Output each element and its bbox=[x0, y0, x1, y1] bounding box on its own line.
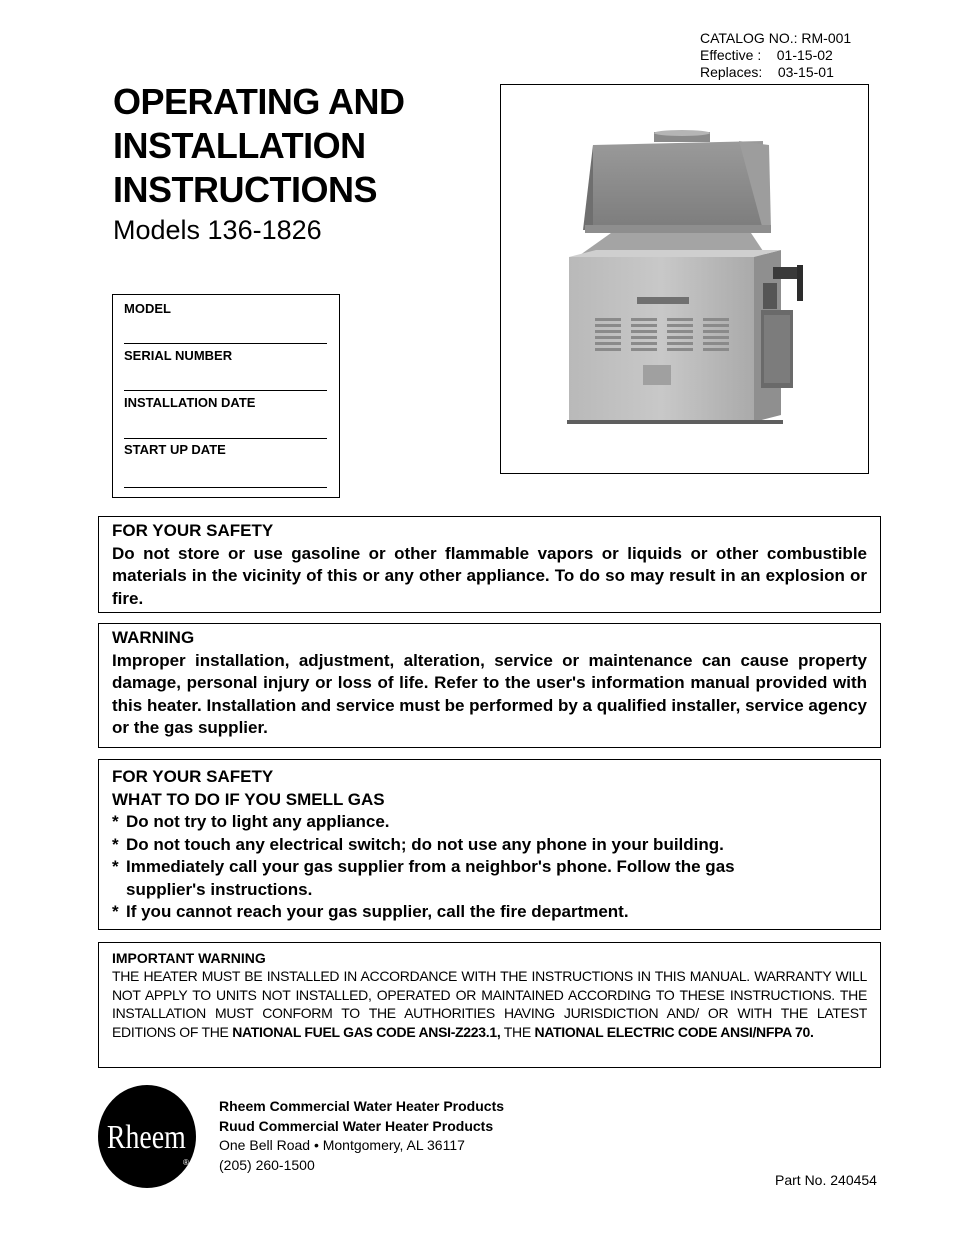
list-item bbox=[112, 856, 800, 901]
model-field bbox=[124, 301, 327, 316]
installation-date-field bbox=[124, 395, 327, 410]
bullet-marker: * bbox=[112, 857, 119, 876]
warning-content bbox=[112, 627, 867, 740]
list-item bbox=[112, 834, 800, 857]
electric-code: NATIONAL ELECTRIC CODE ANSI/NFPA 70. bbox=[534, 1023, 814, 1040]
start-up-date-input-line[interactable] bbox=[124, 487, 327, 488]
instruction-text: If you cannot reach your gas supplier, call the fire department. bbox=[126, 902, 629, 921]
rheem-logo-icon bbox=[98, 1085, 196, 1188]
model-label: MODEL bbox=[124, 301, 171, 316]
important-warning-connector: THE bbox=[500, 1023, 535, 1040]
water-heater-illustration bbox=[501, 85, 868, 473]
replaces-date: Replaces: 03-15-01 bbox=[700, 64, 834, 80]
important-warning-text: THE HEATER MUST BE INSTALLED IN ACCORDANCE WITH THE INSTRUCTIONS IN THIS MANUAL. WARRANTY WILL NOT APPLY TO UNITS NOT INSTALLED, OPERATED OR MAINTAINED ACCORDING TO THESE INSTRUCTIONS. THE INSTALLATION MUST CONFORM TO THE AUTHORITIES HAVING JURISDICTION AND/ OR WITH THE LATEST EDITIONS OF THE bbox=[112, 968, 867, 1040]
installation-date-label: INSTALLATION DATE bbox=[124, 395, 256, 410]
title-line-2: INSTALLATION bbox=[113, 125, 366, 166]
warning-box bbox=[98, 623, 881, 748]
important-warning-body bbox=[112, 967, 867, 1041]
company-name-rheem: Rheem Commercial Water Heater Products bbox=[219, 1098, 505, 1114]
safety-notice-body: Do not store or use gasoline or other flammable vapors or liquids or other combustible materials in the vicinity of this or any other appliance. To do so may result in an explosion or fire. bbox=[112, 543, 867, 608]
safety-notice-box bbox=[98, 516, 881, 613]
start-up-date-field bbox=[124, 442, 327, 457]
important-warning-content bbox=[112, 949, 867, 1041]
gas-smell-subheading: WHAT TO DO IF YOU SMELL GAS bbox=[112, 789, 385, 809]
effective-date: Effective : 01-15-02 bbox=[700, 47, 833, 63]
product-photo bbox=[500, 84, 869, 474]
serial-number-field bbox=[124, 348, 327, 363]
registered-mark: ® bbox=[183, 1158, 189, 1167]
warning-heading: WARNING bbox=[112, 628, 195, 647]
models-subtitle: Models 136-1826 bbox=[113, 215, 322, 245]
street-address: One Bell Road • Montgomery, AL 36117 bbox=[219, 1137, 465, 1153]
bullet-marker: * bbox=[112, 812, 119, 831]
safety-notice-heading: FOR YOUR SAFETY bbox=[112, 521, 274, 540]
logo-wordmark: Rheem bbox=[106, 1117, 186, 1156]
installation-date-input-line[interactable] bbox=[124, 438, 327, 439]
gas-smell-content bbox=[112, 766, 800, 924]
list-item bbox=[112, 811, 800, 834]
catalog-info bbox=[700, 30, 851, 81]
record-form bbox=[112, 294, 340, 498]
start-up-date-label: START UP DATE bbox=[124, 442, 226, 457]
safety-notice-content bbox=[112, 520, 867, 610]
gas-safety-heading: FOR YOUR SAFETY bbox=[112, 767, 274, 786]
gas-smell-instructions bbox=[112, 811, 800, 924]
list-item bbox=[112, 901, 800, 924]
catalog-number: CATALOG NO.: RM-001 bbox=[700, 30, 852, 46]
serial-number-label: SERIAL NUMBER bbox=[124, 348, 233, 363]
instruction-text: Do not touch any electrical switch; do not use any phone in your building. bbox=[126, 834, 724, 854]
important-warning-box bbox=[98, 942, 881, 1068]
gas-smell-safety-box bbox=[98, 759, 881, 930]
phone-number: (205) 260-1500 bbox=[219, 1156, 315, 1173]
instruction-text: Immediately call your gas supplier from a neighbor's phone. Follow the gas supplier's instructions. bbox=[126, 857, 735, 899]
part-number: Part No. 240454 bbox=[775, 1172, 877, 1188]
rheem-logo bbox=[98, 1085, 196, 1188]
important-warning-heading: IMPORTANT WARNING bbox=[112, 950, 266, 966]
title-line-1: OPERATING AND bbox=[113, 81, 405, 122]
company-name-ruud: Ruud Commercial Water Heater Products bbox=[219, 1117, 494, 1134]
fuel-gas-code: NATIONAL FUEL GAS CODE ANSI-Z223.1, bbox=[232, 1023, 501, 1040]
document-title bbox=[113, 80, 405, 212]
serial-number-input-line[interactable] bbox=[124, 390, 327, 391]
model-input-line[interactable] bbox=[124, 343, 327, 344]
warning-body: Improper installation, adjustment, alteration, service or maintenance can cause property damage, personal injury or loss of life. Refer to the user's information manual provided with this heater. Installation and service must be performed by a qualified installer, service agency or the gas supplier. bbox=[112, 650, 867, 737]
bullet-marker: * bbox=[112, 902, 119, 921]
title-line-3: INSTRUCTIONS bbox=[113, 169, 377, 210]
company-address bbox=[219, 1097, 504, 1175]
bullet-marker: * bbox=[112, 834, 119, 854]
instruction-text: Do not try to light any appliance. bbox=[126, 812, 390, 831]
